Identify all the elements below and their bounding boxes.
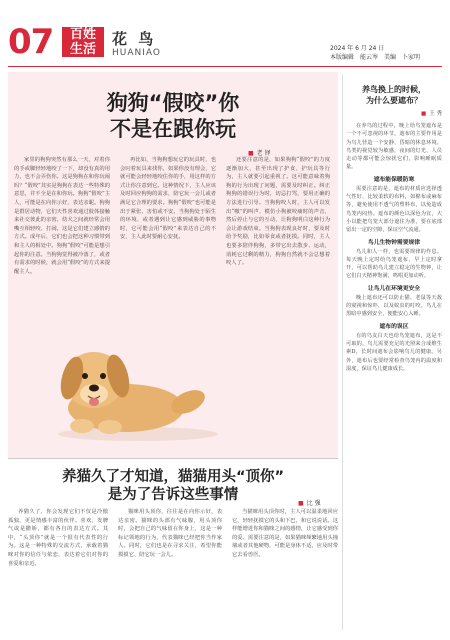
byline-mark: ■ xyxy=(248,150,254,157)
main-article-title xyxy=(16,90,330,142)
sidebar-title-line-2: 为什么要遮布？ xyxy=(366,96,422,105)
credits xyxy=(330,53,420,62)
sidebar-paragraph-5: 有的鸟友白天也给鸟笼遮布，这是不可取的。鸟儿需要充足的光照来合成维生素D，长时间遮布会影响鸟儿的健康。另外，遮布后也要经常检查鸟笼内的温度和湿度，保证鸟儿健康成长。 xyxy=(346,332,442,372)
bottom-title-line-1: 养猫久了才知道，猫猫用头“顶你” xyxy=(61,469,285,485)
section-divider xyxy=(8,458,338,459)
sidebar-title xyxy=(346,84,442,106)
editor-credit: 本版编辑 能云岑 xyxy=(330,54,379,61)
sidebar-byline xyxy=(346,109,442,117)
sidebar-byline-name: 王 秀 xyxy=(429,111,442,117)
masthead-rule xyxy=(8,66,442,67)
designer-credit: 美编 卜家明 xyxy=(384,54,421,61)
masthead xyxy=(0,0,450,72)
dog-photo xyxy=(48,322,228,442)
column-title: 花 鸟 xyxy=(112,30,157,48)
bottom-byline-name: 比 强 xyxy=(306,500,321,507)
sidebar-byline-mark: ■ xyxy=(421,111,427,117)
column-divider xyxy=(342,74,343,630)
bottom-article-title xyxy=(8,468,338,504)
sidebar-subhead-1: 遮布能保暖防寒 xyxy=(373,176,415,183)
sidebar-article xyxy=(346,72,442,632)
sidebar-subhead-2: 鸟儿生物钟需要规律 xyxy=(367,239,421,246)
main-article xyxy=(8,72,338,458)
main-article-col-3: 还要注意的是，如果狗狗“假咬”的力度逐渐加大，甚至出现了护食、护玩具等行为，主人就要引起重视了。这可能意味着狗狗的行为出现了问题，需要及时纠正。纠正狗狗的错误行为时，切忌打骂，要用正确的方法进行引导。当狗狗咬人时，主人可以发出“嗷”的叫声，模仿小狗被咬痛时的声音，然后停止与它的互动，让狗狗明白这种行为会让游戏结束。当狗狗表现良好时，要及时给予奖励，比如零食或者抚摸。同时，主人也要多陪伴狗狗，多带它出去散步、运动，消耗它过剩的精力，狗狗自然就不会总想着咬人了。 xyxy=(226,157,330,267)
byline-name: 老 铎 xyxy=(256,150,271,157)
page-number: 07 xyxy=(8,22,54,62)
sidebar-subhead-3: 让鸟儿在环境更安全 xyxy=(367,285,421,292)
bottom-article xyxy=(8,462,338,634)
bottom-article-byline xyxy=(298,498,321,507)
bottom-article-col-1: 养猫久了，你会发现它们不仅是冷傲孤独，更是情感丰富的伙伴。喜欢、发脾气或是撒娇，都有各自的表达方式。其中，“头顶你”就是一个很有代表性的行为。这是一种特殊的交流方式，承载着猫咪对你的信任与依恋，表达着它们对你的喜爱和亲近。 xyxy=(8,509,108,567)
main-article-col-2: 再比如，当狗狗想玩它的玩具时，也会叼着玩具来找你，如果你没有理会，它就可能会轻轻地咬住你的手，用这样的方式让你注意到它。这种情况下，主人应该及时回应狗狗的需求，陪它玩一会儿或者满足它合理的要求。狗狗“假咬”也可能是出于紧张、害怕或不安。当狗狗处于陌生的环境，或者遇到让它感到威胁的事物时，它可能会用“假咬”来表达自己的不安，主人此时要耐心安抚。 xyxy=(120,157,216,241)
main-title-line-2: 不是在跟你玩 xyxy=(110,117,236,141)
bottom-title-line-2: 是为了告诉这些事情 xyxy=(107,487,239,503)
bottom-article-col-3: 当猫咪用头顶你时，主人可以温柔地回应它，轻轻抚摸它的头和下巴，和它说说话。这样能增进你和猫咪之间的感情，让它感受到你的爱。需要注意的是，如果猫咪频繁地用头撞墙或者其他硬物，可能是身体不适，应及时带它去看兽医。 xyxy=(232,509,338,558)
column-title-en: HUANIAO xyxy=(112,48,161,58)
section-label-2: 生活 xyxy=(69,42,96,57)
main-title-line-1: 狗狗“假咬”你 xyxy=(106,91,240,115)
sidebar-paragraph-2: 需要注意的是，遮布的材质应选择透气性好、比较柔软的布料，如棉布或麻布等，避免使用不透气的塑料布，以免造成鸟笼内闷热。遮布的颜色以深色为宜，大小以能把鸟笼大部分遮住为准，要在底部留出一定的空隙，保证空气流通。 xyxy=(346,185,442,234)
sidebar-subhead-4: 遮布的误区 xyxy=(379,323,409,330)
main-article-col-1: 家里的狗狗突然有那么一天，对着你的手或脚轻轻地咬了一下，却没有真的用力，也不会弄伤你。这是狗狗在和你玩闹吗？“假咬”其实是狗狗在表达一些特殊的意思，并不全是在和你玩。狗狗“假咬”主人，可能是在向你示好，表达亲昵。狗狗是群居动物，它们天性喜欢通过肢体接触来社交彼此的亲密。幼犬之间就经常会用嘴互相轻咬、打闹，这是它们建立感情的方式。成年后，它们也会把这种习惯带到和主人的相处中。狗狗“假咬”可能是想引起你的注意。当狗狗觉得被冷落了，或者有需求的时候，就会用“假咬”的方式来提醒主人。 xyxy=(14,157,110,275)
section-label-1: 百姓 xyxy=(69,27,96,42)
bottom-byline-mark: ■ xyxy=(298,500,304,507)
issue-date: 2024 年 6 月 24 日 xyxy=(330,45,385,52)
sidebar-paragraph-4: 晚上遮布还可以防止猫、老鼠等天敌的窥视和惊吓，以及蚊虫的叮咬。鸟儿在黑暗中感到安全，便能安心入睡。 xyxy=(346,294,442,318)
masthead-info xyxy=(330,44,420,62)
section-badge xyxy=(62,27,104,57)
sidebar-paragraph-1: 在养鸟的过程中，晚上给鸟笼遮布是一个不可忽视的环节。遮布的主要作用是为鸟儿营造一个安静、昏暗的休息环境。鸟类的视觉较为敏感，夜间的灯光、人员走动等都可能会惊扰它们，影响睡眠质量。 xyxy=(346,123,442,171)
bottom-article-col-2: 猫咪用头顶你，往往是在向你示好，表达亲密。猫咪的头部有气味腺，用头顶你时，会把自己的气味留在你身上，这是一种标记领地的行为，代表猫咪已经把你当作家人。同时，它们也是在寻求关注，希望你能摸摸它、陪它玩一会儿。 xyxy=(118,509,222,558)
sidebar-paragraph-3: 鸟儿和人一样，也需要规律的作息。每天晚上定时给鸟笼遮布，早上定时拿开，可以帮助鸟儿建立稳定的生物钟，让它们白天精神饱满，鸣唱更加动听。 xyxy=(346,248,442,280)
sidebar-title-line-1: 养鸟换上的时候， xyxy=(362,85,426,94)
